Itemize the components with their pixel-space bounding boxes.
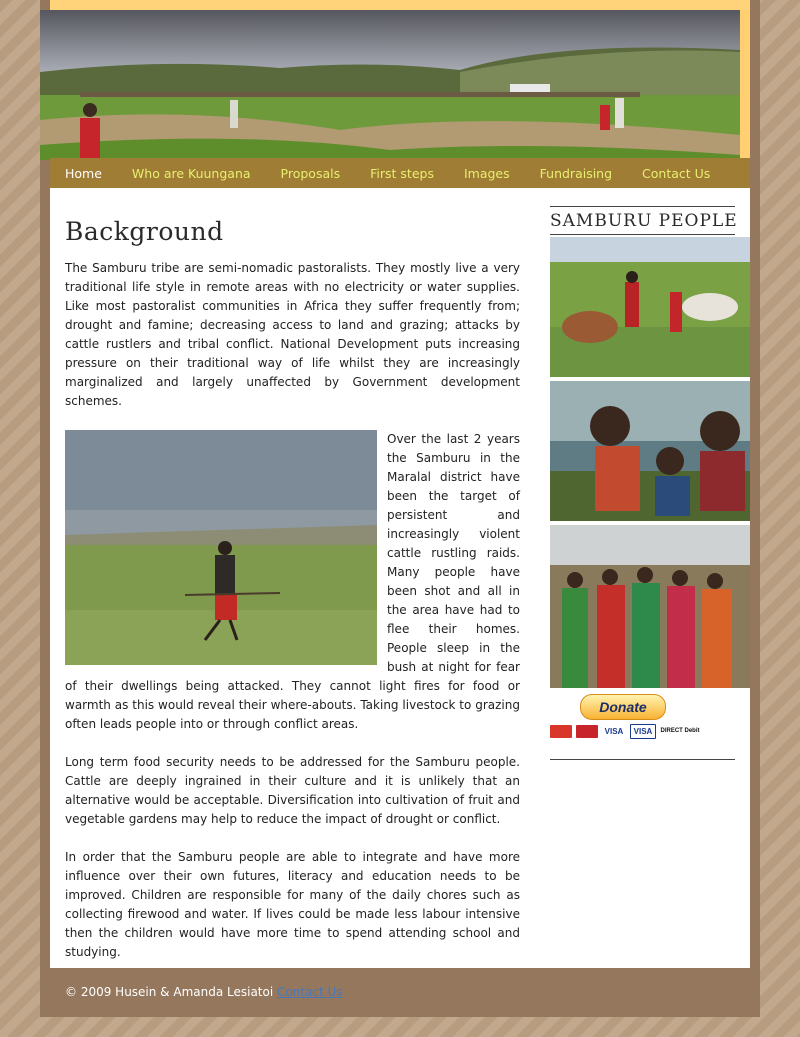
nav-item-fundraising[interactable]: Fundraising — [539, 165, 613, 181]
content-area — [50, 188, 750, 968]
children-photo — [550, 381, 750, 521]
footer-copyright: © 2009 Husein & Amanda Lesiatoi — [65, 985, 274, 999]
nav-item-images[interactable]: Images — [463, 165, 510, 181]
footer-contact-link[interactable]: Contact Us — [277, 985, 343, 999]
mastercard-icon — [550, 725, 572, 738]
nav-item-contact-us[interactable]: Contact Us — [642, 165, 711, 181]
donate-button[interactable]: Donate — [580, 694, 666, 720]
paragraph-conflict-text: Over the last 2 years the Samburu in the Maralal district have been the target of persistent and increasingly violent cattle rustling raids. Many people have been shot and all in the area have had to flee their homes. People sleep in the bush at night for fear of their dwellings being attacked. They cannot light fires for food or warmth as this would reveal their where-abouts. Taking livestock to grazing often leads people into or through conflict areas. — [65, 432, 520, 731]
visa-electron-icon: VISA — [630, 724, 656, 739]
paragraph-education: In order that the Samburu people are able to integrate and have more influence over their own futures, literacy and education needs to be improved. Children are responsible for many of the daily chores such as collecting firewood and water. If lives could be made less labour intensive then the children would have more time to spend attending school and studying. — [65, 850, 520, 959]
nav-item-who-are-kuungana[interactable]: Who are Kuungana — [131, 165, 251, 181]
nav-item-proposals[interactable]: Proposals — [280, 165, 341, 181]
direct-debit-icon: DIRECT Debit — [660, 728, 700, 734]
paragraph-intro: The Samburu tribe are semi-nomadic pastoralists. They mostly live a very traditional life style in remote areas with no electricity or water supplies. Like most pastoralist communities in Africa they suffer frequently from; drought and famine; decreasing access to land and grazing; attacks by cattle rustlers and tribal conflict. National Development puts increasing pressure on their traditional way of life whilst they are increasingly marginalized and largely unaffected by Government development schemes. — [65, 261, 520, 408]
header-banner-image — [40, 10, 740, 160]
nav-item-home[interactable]: Home — [65, 165, 102, 181]
main-nav — [50, 158, 750, 188]
sidebar — [550, 206, 738, 760]
cattle-photo — [550, 237, 750, 377]
maestro-icon — [576, 725, 598, 738]
herder-photo — [65, 430, 377, 665]
nav-item-first-steps[interactable]: First steps — [370, 165, 434, 181]
visa-icon: VISA — [604, 727, 624, 736]
sidebar-title: SAMBURU PEOPLE — [550, 206, 735, 235]
women-group-photo — [550, 525, 750, 688]
paragraph-conflict — [65, 430, 520, 734]
footer — [65, 985, 343, 999]
paragraph-food-security: Long term food security needs to be addressed for the Samburu people. Cattle are deeply ingrained in their culture and it is unlikely that an alternative would be acceptable. Diversification into cultivation of fruit and vegetable gardens may help to reduce the impact of drought or conflict. — [65, 755, 520, 826]
top-accent-bar — [50, 0, 750, 10]
page-title: Background — [65, 217, 224, 246]
main-column — [65, 208, 520, 981]
payment-cards — [550, 724, 735, 739]
sidebar-divider — [550, 759, 735, 760]
